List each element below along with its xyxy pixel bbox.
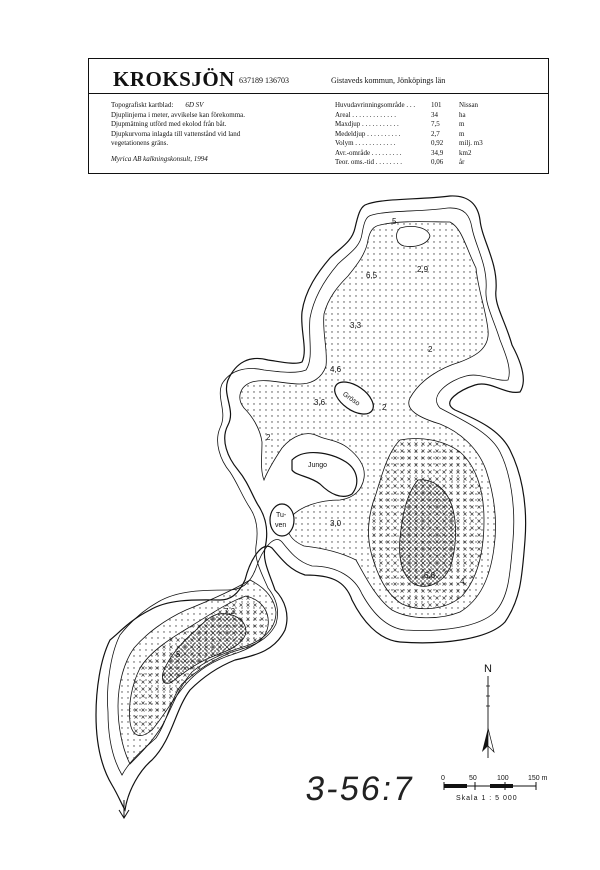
scale-tick-150: 150 m xyxy=(528,775,548,782)
scale-tick-100: 100 xyxy=(497,775,509,782)
stat-row: Areal . . . . . . . . . . . . . 34 ha xyxy=(335,110,466,119)
island-tuven xyxy=(270,504,294,536)
depth-label: 3,6 xyxy=(314,398,326,407)
handwritten-annotation: 3-56:7 xyxy=(303,770,418,808)
lake-title: KROKSJÖN xyxy=(113,67,235,91)
credit-line: Myrica AB kalkningskonsult, 1994 xyxy=(111,154,208,163)
depth-label: 2 xyxy=(382,403,387,412)
depth-label: 3,3 xyxy=(350,321,362,330)
grid-coordinates: 637189 136703 xyxy=(239,76,289,85)
note-line: Djuplinjerna i meter, avvikelse kan förekomma. xyxy=(111,110,246,119)
map-sheet-line: Topografiskt kartblad: 6D SV xyxy=(111,101,204,109)
depth-label: 7,2 xyxy=(224,607,236,616)
depth-label: 4,6 xyxy=(330,365,342,374)
depth-label: 2 xyxy=(428,345,433,354)
scale-tick-50: 50 xyxy=(469,775,477,782)
north-arrow-icon xyxy=(482,663,494,758)
outflow-arrow-icon xyxy=(119,800,129,818)
stat-row: Medeldjup . . . . . . . . . . 2,7 m xyxy=(335,129,465,138)
depth-label: 3,0 xyxy=(330,519,342,528)
island-label-tuven-2: ven xyxy=(275,522,287,529)
stat-row: Avr.-område . . . . . . . . . 34,9 km2 xyxy=(335,148,472,157)
scale-bar xyxy=(441,775,548,802)
depth-label: 5 xyxy=(176,650,181,659)
note-line: Djupmätning utförd med ekolod från båt. xyxy=(111,120,227,128)
depth-label: 5 xyxy=(392,217,397,226)
depth-label: 6,8 xyxy=(424,571,436,580)
stat-row: Huvudavrinningsområde . . . 101 Nissan xyxy=(335,101,479,109)
island-jungo xyxy=(292,453,357,497)
depth-label: 2 xyxy=(266,433,271,442)
municipality: Gistaveds kommun, Jönköpings län xyxy=(331,76,446,85)
depth-label: 2,9 xyxy=(417,265,429,274)
island-label-tuven-1: Tu- xyxy=(276,512,287,519)
scale-label: Skala 1 : 5 000 xyxy=(456,795,518,802)
note-line: vegetationens gräns. xyxy=(111,139,169,147)
island-label-jungo: Jungo xyxy=(308,462,328,469)
depth-label: 4 xyxy=(460,577,465,586)
island-label-groso: Gröso xyxy=(341,390,361,408)
stat-row: Teor. oms.-tid . . . . . . . . 0,06 år xyxy=(335,158,465,166)
depth-label: 6,5 xyxy=(366,271,378,280)
stat-row: Volym . . . . . . . . . . . . 0,92 milj. m3 xyxy=(335,139,483,147)
north-label: N xyxy=(484,663,492,675)
stat-row: Maxdjup . . . . . . . . . . . 7,5 m xyxy=(335,120,465,128)
note-line: Djupkurvorna inlagda till vattenstånd vid land xyxy=(111,129,241,138)
scale-tick-0: 0 xyxy=(441,775,445,782)
